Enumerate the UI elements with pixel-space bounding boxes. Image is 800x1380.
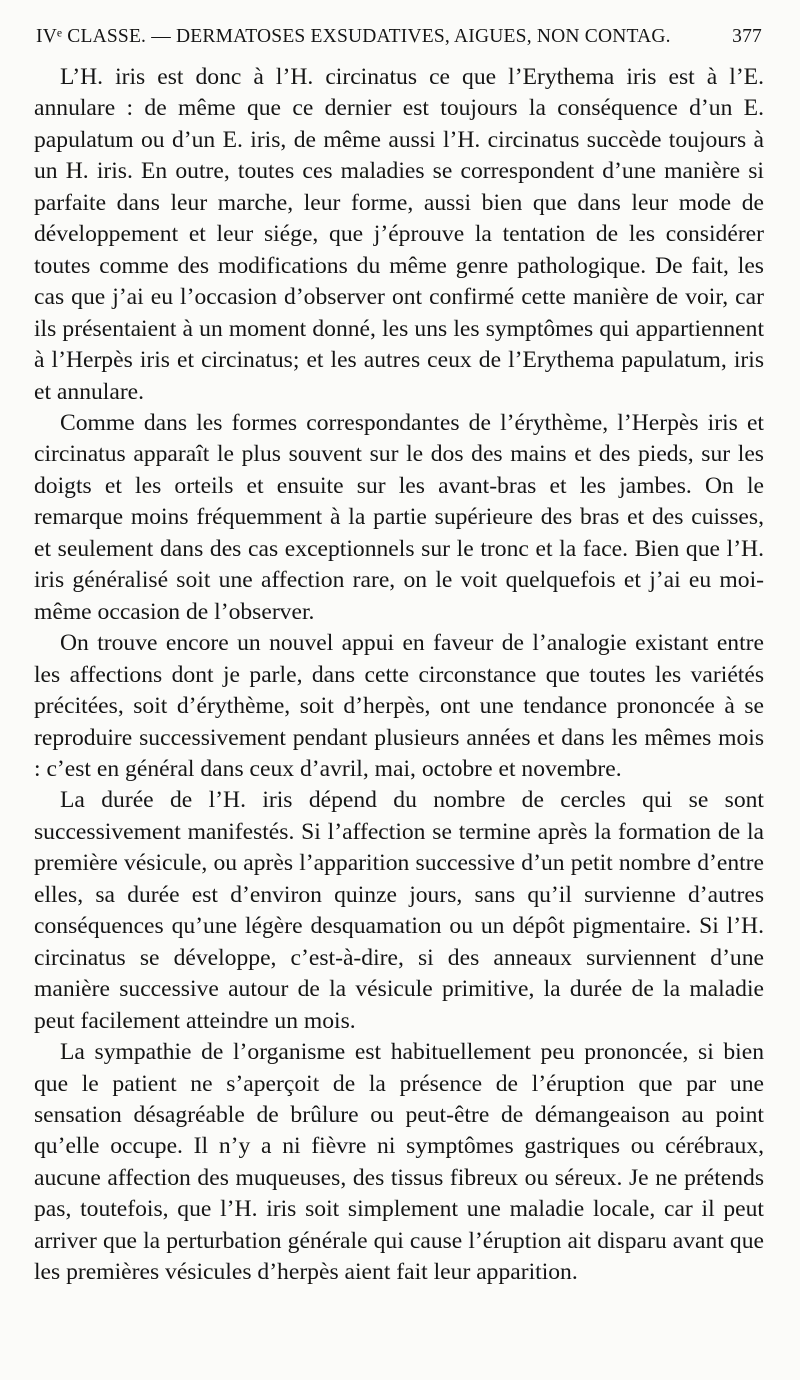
- paragraph: L’H. iris est donc à l’H. circinatus ce que l’Erythema iris est à l’E. annulare : de même que ce dernier est toujours la conséquence d’un E. papulatum ou d’un E. iris, de même aussi l’H. circinatus succède toujours à un H. iris. En outre, toutes ces maladies se correspondent d’une manière si parfaite dans leur marche, leur forme, aussi bien que dans leur mode de développement et leur siége, que j’éprouve la tentation de les considérer toutes comme des modifications du même genre pathologique. De fait, les cas que j’ai eu l’occasion d’observer ont confirmé cette manière de voir, car ils présentaient à un moment donné, les uns les symptômes qui appartiennent à l’Herpès iris et circinatus; et les autres ceux de l’Erythema papulatum, iris et annulare.: [34, 64, 764, 405]
- chapter-title: IVᵉ CLASSE. — DERMATOSES EXSUDATIVES, AIGUES, NON CONTAG.: [36, 26, 671, 47]
- page-number: 377: [732, 26, 762, 47]
- body-text: [34, 62, 764, 1289]
- paragraph: On trouve encore un nouvel appui en faveur de l’analogie existant entre les affections dont je parle, dans cette circonstance que toutes les variétés précitées, soit d’érythème, soit d’herpès, ont une tendance prononcée à se reproduire successivement pendant plusieurs années et dans les mêmes mois : c’est en général dans ceux d’avril, mai, octobre et novembre.: [34, 630, 764, 782]
- paragraph: Comme dans les formes correspondantes de l’érythème, l’Herpès iris et circinatus apparaît le plus souvent sur le dos des mains et des pieds, sur les doigts et les orteils et ensuite sur les avant-bras et les jambes. On le remarque moins fréquemment à la partie supérieure des bras et des cuisses, et seulement dans des cas exceptionnels sur le tronc et la face. Bien que l’H. iris généralisé soit une affection rare, on le voit quelquefois et j’ai eu moi-même occasion de l’observer.: [34, 409, 764, 625]
- paragraph: La durée de l’H. iris dépend du nombre de cercles qui se sont successivement manifestés. Si l’affection se termine après la formation de la première vésicule, ou après l’apparition successive d’un petit nombre d’entre elles, sa durée est d’environ quinze jours, sans qu’il survienne d’autres conséquences qu’une légère desquamation ou un dépôt pigmentaire. Si l’H. circinatus se développe, c’est-à-dire, si des anneaux surviennent d’une manière successive autour de la vésicule primitive, la durée de la maladie peut facilement atteindre un mois.: [34, 787, 764, 1034]
- running-head: [36, 26, 762, 60]
- paragraph: La sympathie de l’organisme est habituellement peu prononcée, si bien que le patient ne s’aperçoit de la présence de l’éruption que par une sensation désagréable de brûlure ou peut-être de démangeaison au point qu’elle occupe. Il n’y a ni fièvre ni symptômes gastriques ou cérébraux, aucune affection des muqueuses, des tissus fibreux ou séreux. Je ne prétends pas, toutefois, que l’H. iris soit simplement une maladie locale, car il peut arriver que la perturbation générale qui cause l’éruption ait disparu avant que les premières vésicules d’herpès aient fait leur apparition.: [34, 1039, 764, 1286]
